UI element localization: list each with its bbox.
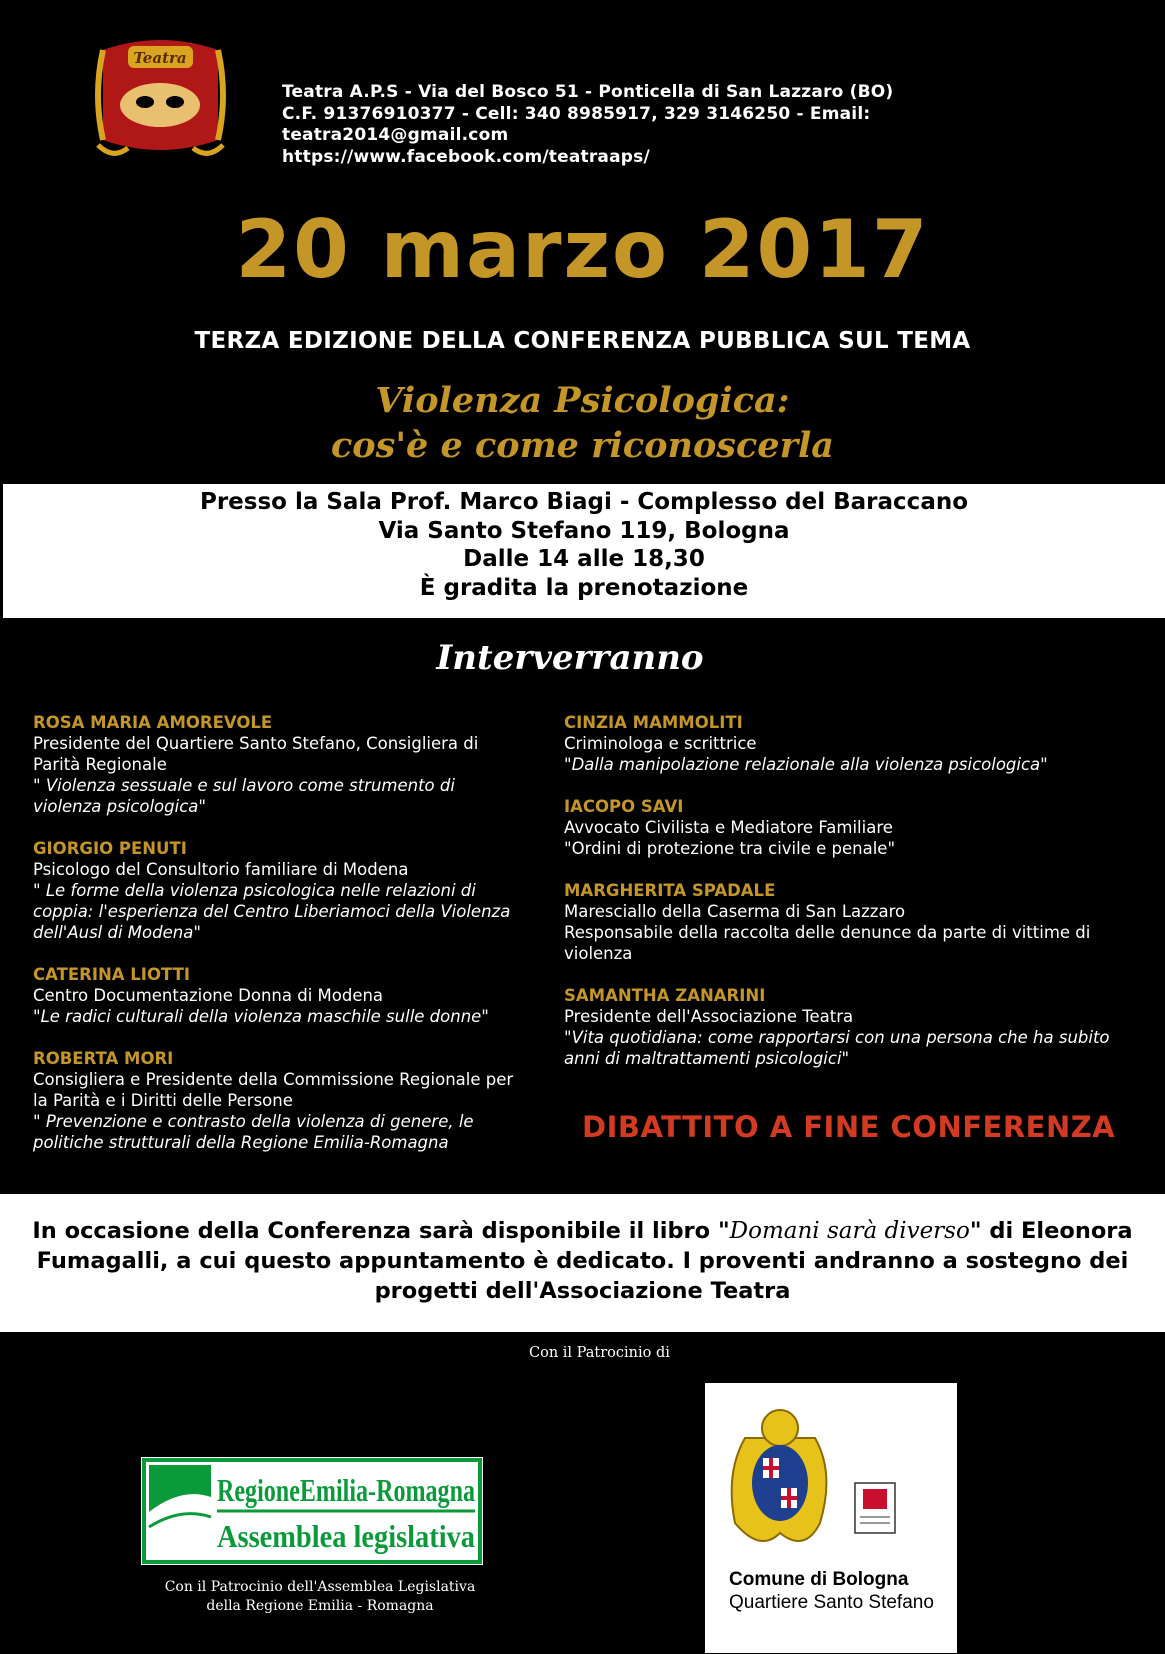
speaker-mammoliti [564,712,1124,775]
speaker-role: Psicologo del Consultorio familiare di Modena [33,860,409,879]
patronage-heading: Con il Patrocinio di [529,1345,670,1361]
speaker-talk: "Ordini di protezione tra civile e penale" [564,839,896,858]
theme-line-2: cos'è e come riconoscerla [330,425,834,466]
speaker-talk: " Prevenzione e contrasto della violenza di genere, le politiche strutturali della Regione Emilia-Romagna [33,1112,474,1152]
speaker-talk: " Le forme della violenza psicologica nelle relazioni di coppia: l'esperienza del Centro Liberiamoci della Violenza dell'Ausl di Modena" [33,881,511,942]
event-date: 20 marzo 2017 [235,203,930,296]
venue-line-2: Via Santo Stefano 119, Bologna [378,517,790,544]
venue-line-1: Presso la Sala Prof. Marco Biagi - Complesso del Baraccano [199,489,969,515]
speaker-role: Consigliera e Presidente della Commissione Regionale per la Parità e i Diritti delle Persone [33,1070,514,1110]
comune-bologna-logo [705,1383,957,1653]
venue-line-3: Dalle 14 alle 18,30 [463,546,705,572]
speaker-name: ROBERTA MORI [33,1049,174,1068]
book-title: Domani sarà diverso [729,1218,970,1244]
venue-box [3,484,1165,618]
theme-line-1: Violenza Psicologica: [375,380,790,421]
book-notice [20,1216,1145,1306]
speaker-role: Centro Documentazione Donna di Modena [33,986,384,1005]
speaker-savi [564,796,1124,859]
speaker-name: CINZIA MAMMOLITI [564,713,743,732]
teatra-logo [73,20,248,170]
speakers-right-column [564,712,1124,1090]
speaker-name: MARGHERITA SPADALE [564,881,776,900]
speaker-name: IACOPO SAVI [564,797,684,816]
speaker-name: ROSA MARIA AMOREVOLE [33,713,273,732]
speaker-name: SAMANTHA ZANARINI [564,986,766,1005]
speaker-name: GIORGIO PENUTI [33,839,187,858]
contact-info [282,82,893,168]
speaker-spadale [564,880,1124,964]
speaker-talk: " Violenza sessuale e sul lavoro come strumento di violenza psicologica" [33,776,455,816]
speaker-role: Presidente dell'Associazione Teatra [564,1007,854,1026]
speaker-talk: "Vita quotidiana: come rapportarsi con una persona che ha subito anni di maltrattamenti psicologici" [564,1028,1110,1068]
contact-line-address: Teatra A.P.S - Via del Bosco 51 - Ponticella di San Lazzaro (BO) [282,82,894,102]
book-text-before: In occasione della Conferenza sarà disponibile il libro " [32,1218,730,1244]
rer-caption-line-2: della Regione Emilia - Romagna [206,1598,434,1614]
speaker-talk: "Dalla manipolazione relazionale alla violenza psicologica" [564,755,1048,774]
bologna-line-2: Quartiere Santo Stefano [729,1592,934,1613]
speaker-role: Presidente del Quartiere Santo Stefano, Consigliera di Parità Regionale [33,734,479,774]
speaker-talk: Responsabile della raccolta delle denunce da parte di vittime di violenza [564,923,1091,963]
speaker-role: Avvocato Civilista e Mediatore Familiare [564,818,893,837]
event-subtitle: TERZA EDIZIONE DELLA CONFERENZA PUBBLICA SUL TEMA [194,328,971,354]
rer-caption [150,1578,490,1616]
rer-line-1: RegioneEmilia-Romagna [217,1472,475,1508]
regione-emilia-romagna-logo [141,1457,483,1565]
bologna-line-1: Comune di Bologna [729,1569,909,1590]
contact-line-facebook[interactable]: https://www.facebook.com/teatraaps/ [282,146,650,167]
logo-text: Teatra [133,49,187,67]
speaker-name: CATERINA LIOTTI [33,965,190,984]
contact-line-phone: C.F. 91376910377 - Cell: 340 8985917, 329 3146250 - Email: [282,103,871,124]
speaker-mori [33,1048,523,1153]
speaker-amorevole [33,712,523,817]
venue-line-4: È gradita la prenotazione [419,574,749,601]
speaker-liotti [33,964,523,1027]
speaker-role: Criminologa e scrittrice [564,734,757,753]
debate-notice: DIBATTITO A FINE CONFERENZA [582,1110,1116,1144]
event-theme [0,378,1165,468]
speaker-talk: "Le radici culturali della violenza maschile sulle donne" [33,1007,489,1026]
book-text-after: " di Eleonora Fumagalli, a cui questo appuntamento è dedicato. I proventi andranno a sostegno dei progetti dell'Associazione Teatra [36,1218,1133,1304]
speaker-zanarini [564,985,1124,1069]
speakers-heading: Interverranno [436,638,704,678]
contact-line-email[interactable]: teatra2014@gmail.com [282,125,509,145]
speaker-penuti [33,838,523,943]
rer-caption-line-1: Con il Patrocinio dell'Assemblea Legislativa [164,1579,476,1595]
speaker-role: Maresciallo della Caserma di San Lazzaro [564,902,906,921]
book-notice-box [0,1194,1165,1332]
speakers-left-column [33,712,523,1174]
rer-line-2: Assemblea legislativa [217,1518,475,1554]
